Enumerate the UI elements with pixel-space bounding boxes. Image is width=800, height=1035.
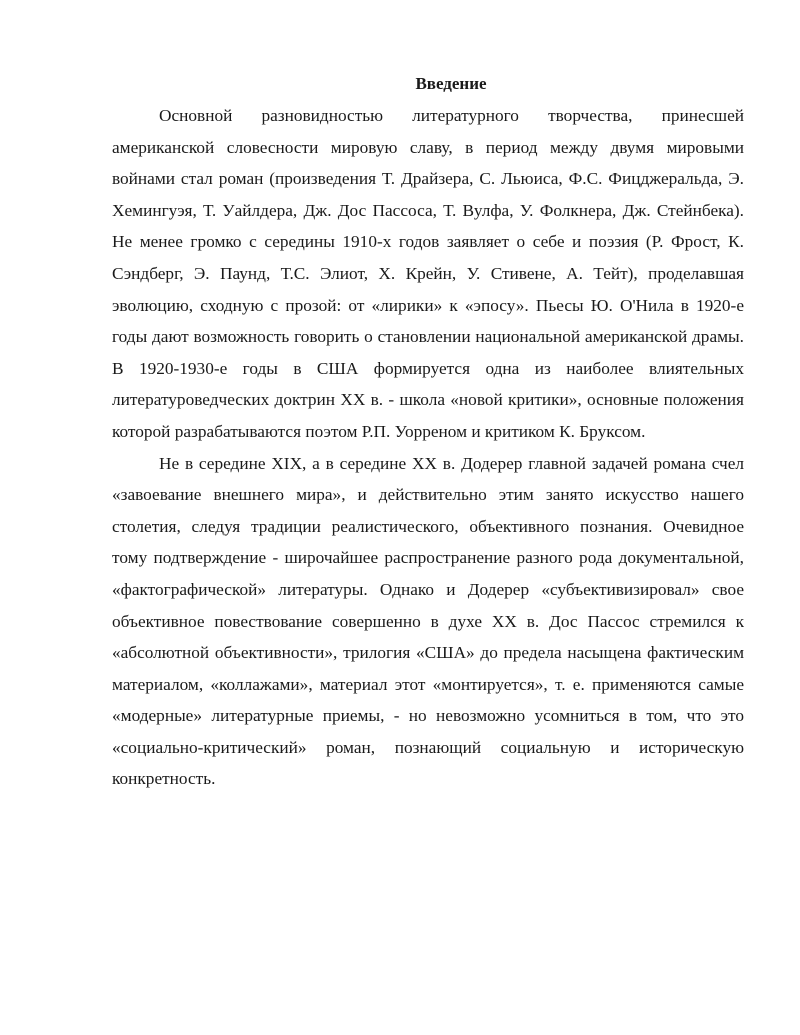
paragraph-2: Не в середине XIX, а в середине XX в. Додерер главной задачей романа счел «завоевание внешнего мира», и действительно этим занято искусство нашего столетия, следуя традиции реалистического, объективного познания. Очевидное тому подтверждение - широчайшее распространение разного рода документальной, «фактографической» литературы. Однако и Додерер «субъективизировал» свое объективное повествование совершенно в духе XX в. Дос Пассос стремился к «абсолютной объективности», трилогия «США» до предела насыщена фактическим материалом, «коллажами», материал этот «монтируется», т. е. применяются самые «модерные» литературные приемы, - но невозможно усомниться в том, что это «социально-критический» роман, познающий социальную и историческую конкретность. <box>112 453 744 789</box>
paragraph-1: Основной разновидностью литературного творчества, принесшей американской словесности мировую славу, в период между двумя мировыми войнами стал роман (произведения Т. Драйзера, С. Льюиса, Ф.С. Фицджеральда, Э. Хемингуэя, Т. Уайлдера, Дж. Дос Пассоса, Т. Вулфа, У. Фолкнера, Дж. Стейнбека). Не менее громко с середины 1910-х годов заявляет о себе и поэзия (Р. Фрост, К. Сэндберг, Э. Паунд, Т.С. Элиот, Х. Крейн, У. Стивене, А. Тейт), проделавшая эволюцию, сходную с прозой: от «лирики» к «эпосу». Пьесы Ю. О'Нила в 1920-е годы дают возможность говорить о становлении национальной американской драмы. В 1920-1930-е годы в США формируется одна из наиболее влиятельных литературоведческих доктрин XX в. - школа «новой критики», основные положения которой разрабатываются поэтом Р.П. Уорреном и критиком К. Бруксом. <box>112 106 744 441</box>
document-page <box>112 72 744 795</box>
page-title: Введение <box>415 74 487 93</box>
